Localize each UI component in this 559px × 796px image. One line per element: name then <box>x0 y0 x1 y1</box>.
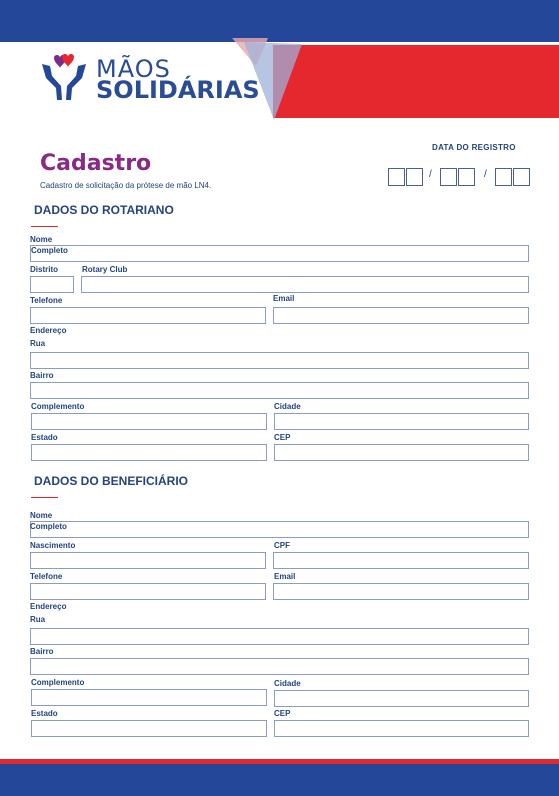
label-email: Email <box>273 294 295 303</box>
page-title: Cadastro <box>40 151 152 176</box>
rotariano-rua-field[interactable] <box>30 352 529 369</box>
beneficiario-nome-field[interactable] <box>30 521 529 538</box>
date-separator: / <box>484 169 487 180</box>
logo-text-line1: MÃOS <box>96 55 171 83</box>
beneficiario-cpf-field[interactable] <box>273 552 529 569</box>
section-underline <box>31 226 58 227</box>
rotariano-estado-field[interactable] <box>31 444 267 461</box>
date-month-digit-2[interactable] <box>458 168 475 186</box>
footer-band <box>0 764 559 796</box>
page-subtitle: Cadastro de solicitação da prótese de mão LN4. <box>40 181 212 190</box>
date-label: DATA DO REGISTRO <box>432 143 516 152</box>
label-nascimento: Nascimento <box>30 541 76 550</box>
beneficiario-telefone-field[interactable] <box>30 583 266 600</box>
label-nome: Nome <box>30 511 53 520</box>
rotariano-distrito-field[interactable] <box>30 276 74 293</box>
beneficiario-cep-field[interactable] <box>274 720 529 737</box>
label-completo: Completo <box>30 522 67 531</box>
label-distrito: Distrito <box>30 265 58 274</box>
date-year-digit-2[interactable] <box>513 168 530 186</box>
beneficiario-cidade-field[interactable] <box>274 690 529 707</box>
date-month-digit-1[interactable] <box>440 168 457 186</box>
label-cep: CEP <box>274 433 291 442</box>
label-telefone: Telefone <box>30 572 63 581</box>
label-telefone: Telefone <box>30 296 63 305</box>
label-rua: Rua <box>30 339 46 348</box>
label-complemento: Complemento <box>31 402 85 411</box>
beneficiario-rua-field[interactable] <box>30 628 529 645</box>
beneficiario-nascimento-field[interactable] <box>30 552 266 569</box>
label-cidade: Cidade <box>274 679 301 688</box>
label-completo: Completo <box>31 246 68 255</box>
label-estado: Estado <box>31 433 58 442</box>
date-day-digit-2[interactable] <box>406 168 423 186</box>
rotariano-email-field[interactable] <box>273 307 529 324</box>
header-band <box>0 0 559 42</box>
beneficiario-email-field[interactable] <box>273 583 529 600</box>
rotariano-cep-field[interactable] <box>274 444 529 461</box>
label-rotary-club: Rotary Club <box>82 265 128 274</box>
logo <box>40 52 260 104</box>
section-heading-rotariano: DADOS DO ROTARIANO <box>34 203 174 217</box>
label-rua: Rua <box>30 615 46 624</box>
date-separator: / <box>429 169 432 180</box>
rotariano-rotary-club-field[interactable] <box>81 276 529 293</box>
date-year-digit-1[interactable] <box>495 168 512 186</box>
beneficiario-estado-field[interactable] <box>31 720 267 737</box>
header-red-block <box>273 45 559 118</box>
beneficiario-complemento-field[interactable] <box>31 689 267 706</box>
label-email: Email <box>274 572 296 581</box>
date-day-digit-1[interactable] <box>388 168 405 186</box>
label-cep: CEP <box>274 709 291 718</box>
label-endereco: Endereço <box>30 326 67 335</box>
logo-text-line2: SOLIDÁRIAS <box>96 76 260 104</box>
label-complemento: Complemento <box>31 678 85 687</box>
label-cidade: Cidade <box>274 402 301 411</box>
rotariano-telefone-field[interactable] <box>30 307 266 324</box>
section-heading-beneficiario: DADOS DO BENEFICIÁRIO <box>34 474 189 488</box>
label-cpf: CPF <box>274 541 290 550</box>
rotariano-nome-field[interactable] <box>30 245 529 262</box>
label-estado: Estado <box>31 709 58 718</box>
label-nome: Nome <box>30 235 53 244</box>
label-bairro: Bairro <box>30 647 54 656</box>
rotariano-bairro-field[interactable] <box>30 382 529 399</box>
beneficiario-bairro-field[interactable] <box>30 658 529 675</box>
label-endereco: Endereço <box>30 602 67 611</box>
section-underline <box>31 497 58 498</box>
hands-holding-hearts-icon <box>40 52 88 102</box>
rotariano-cidade-field[interactable] <box>274 413 529 430</box>
rotariano-complemento-field[interactable] <box>31 413 267 430</box>
label-bairro: Bairro <box>30 371 54 380</box>
